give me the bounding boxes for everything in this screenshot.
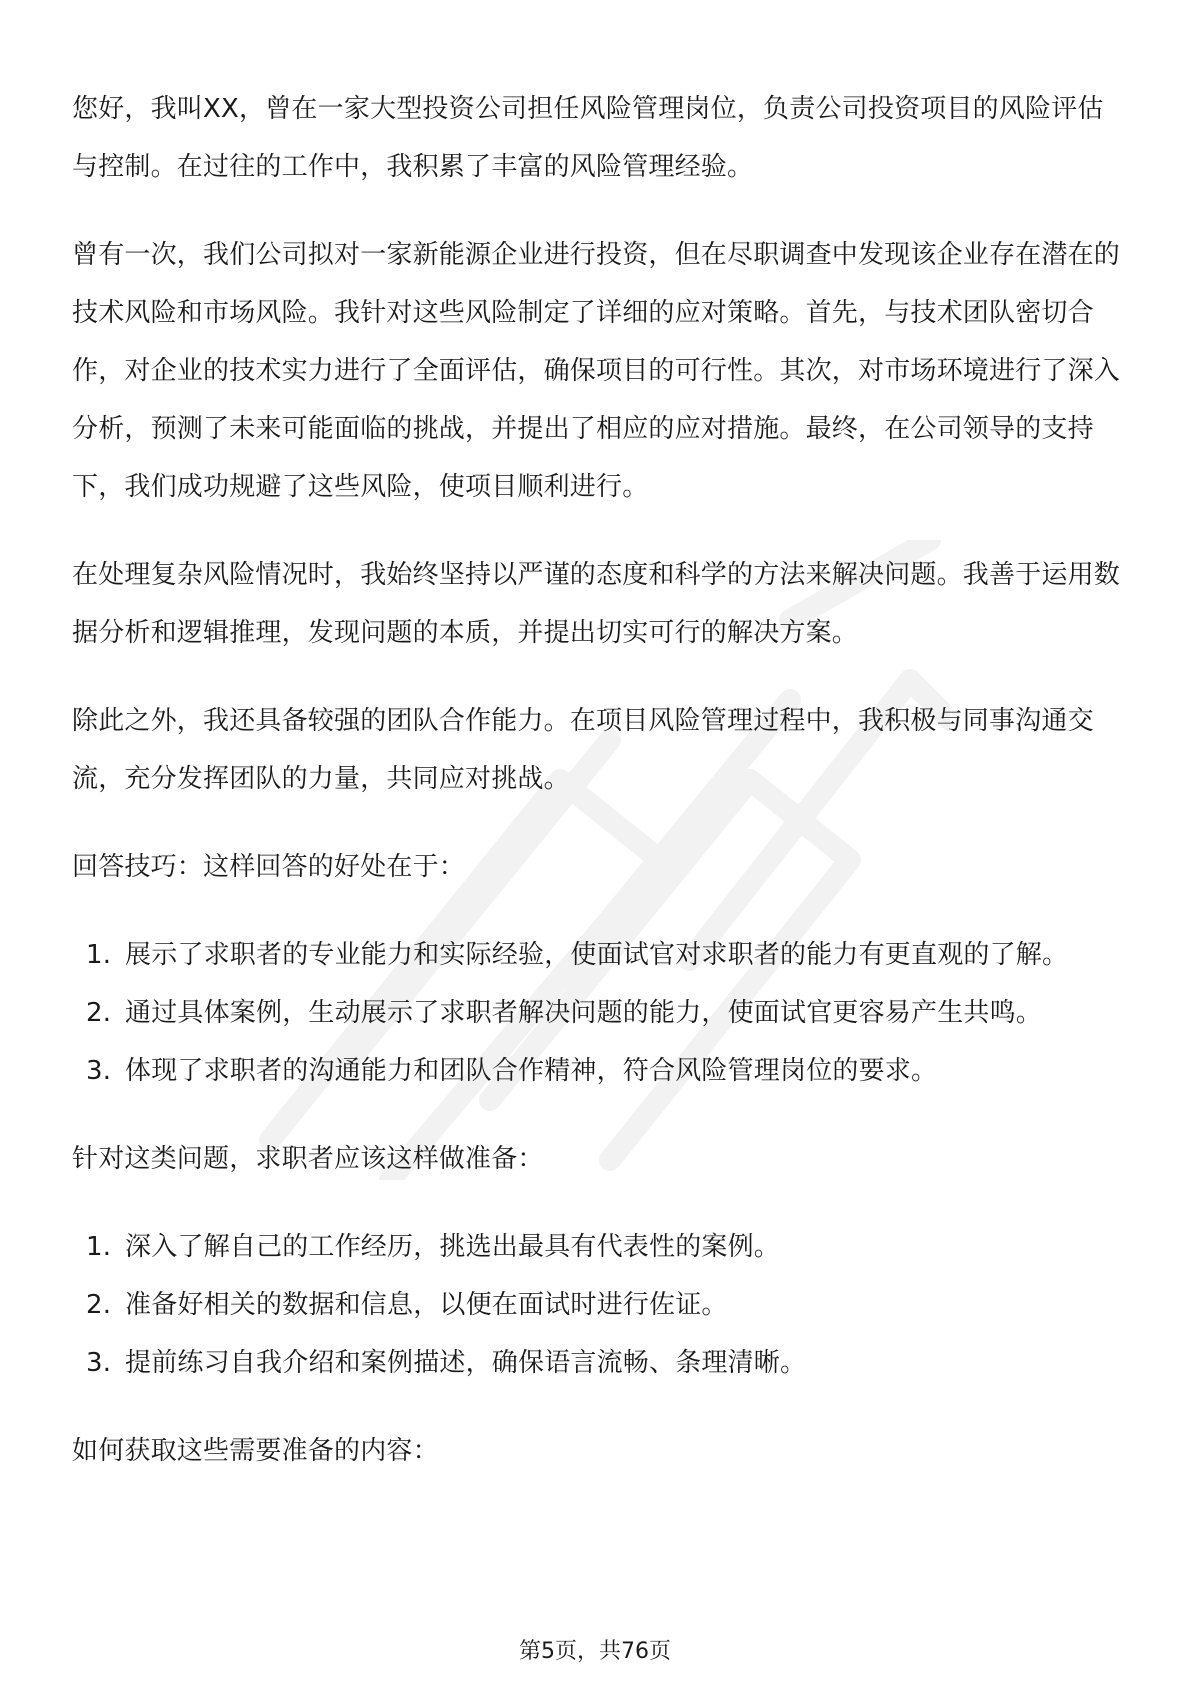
tips-list <box>72 926 1122 1100</box>
list-text: 深入了解自己的工作经历，挑选出最具有代表性的案例。 <box>125 1232 781 1262</box>
tips-heading: 回答技巧：这样回答的好处在于： <box>72 852 466 882</box>
list-item <box>72 1218 1122 1276</box>
list-item <box>72 984 1122 1042</box>
prep-heading: 针对这类问题，求职者应该这样做准备： <box>72 1144 544 1174</box>
list-number: 3. <box>86 1348 112 1378</box>
paragraph-method: 在处理复杂风险情况时，我始终坚持以严谨的态度和科学的方法来解决问题。我善于运用数据分析和逻辑推理，发现问题的本质，并提出切实可行的解决方案。 <box>72 560 1121 648</box>
list-text: 体现了求职者的沟通能力和团队合作精神，符合风险管理岗位的要求。 <box>125 1056 938 1086</box>
list-number: 3. <box>86 1056 112 1086</box>
list-item <box>72 926 1122 984</box>
list-text: 展示了求职者的专业能力和实际经验，使面试官对求职者的能力有更直观的了解。 <box>125 940 1069 970</box>
list-item <box>72 1042 1122 1100</box>
document-body <box>72 80 1122 1510</box>
list-number: 2. <box>86 998 112 1028</box>
paragraph-case: 曾有一次，我们公司拟对一家新能源企业进行投资，但在尽职调查中发现该企业存在潜在的技术风险和市场风险。我针对这些风险制定了详细的应对策略。首先，与技术团队密切合作，对企业的技术实力进行了全面评估，确保项目的可行性。其次，对市场环境进行了深入分析，预测了未来可能面临的挑战，并提出了相应的应对措施。最终，在公司领导的支持下，我们成功规避了这些风险，使项目顺利进行。 <box>72 240 1121 502</box>
page-footer: 第5页，共76页 <box>519 1639 671 1664</box>
list-number: 2. <box>86 1290 112 1320</box>
list-number: 1. <box>86 1232 112 1262</box>
list-number: 1. <box>86 940 112 970</box>
paragraph-intro: 您好，我叫XX，曾在一家大型投资公司担任风险管理岗位，负责公司投资项目的风险评估与控制。在过往的工作中，我积累了丰富的风险管理经验。 <box>72 94 1104 182</box>
list-text: 通过具体案例，生动展示了求职者解决问题的能力，使面试官更容易产生共鸣。 <box>125 998 1043 1028</box>
list-item <box>72 1334 1122 1392</box>
closing-heading: 如何获取这些需要准备的内容： <box>72 1436 439 1466</box>
list-item <box>72 1276 1122 1334</box>
paragraph-teamwork: 除此之外，我还具备较强的团队合作能力。在项目风险管理过程中，我积极与同事沟通交流，充分发挥团队的力量，共同应对挑战。 <box>72 706 1094 794</box>
list-text: 准备好相关的数据和信息，以便在面试时进行佐证。 <box>125 1290 728 1320</box>
list-text: 提前练习自我介绍和案例描述，确保语言流畅、条理清晰。 <box>125 1348 807 1378</box>
prep-list <box>72 1218 1122 1392</box>
